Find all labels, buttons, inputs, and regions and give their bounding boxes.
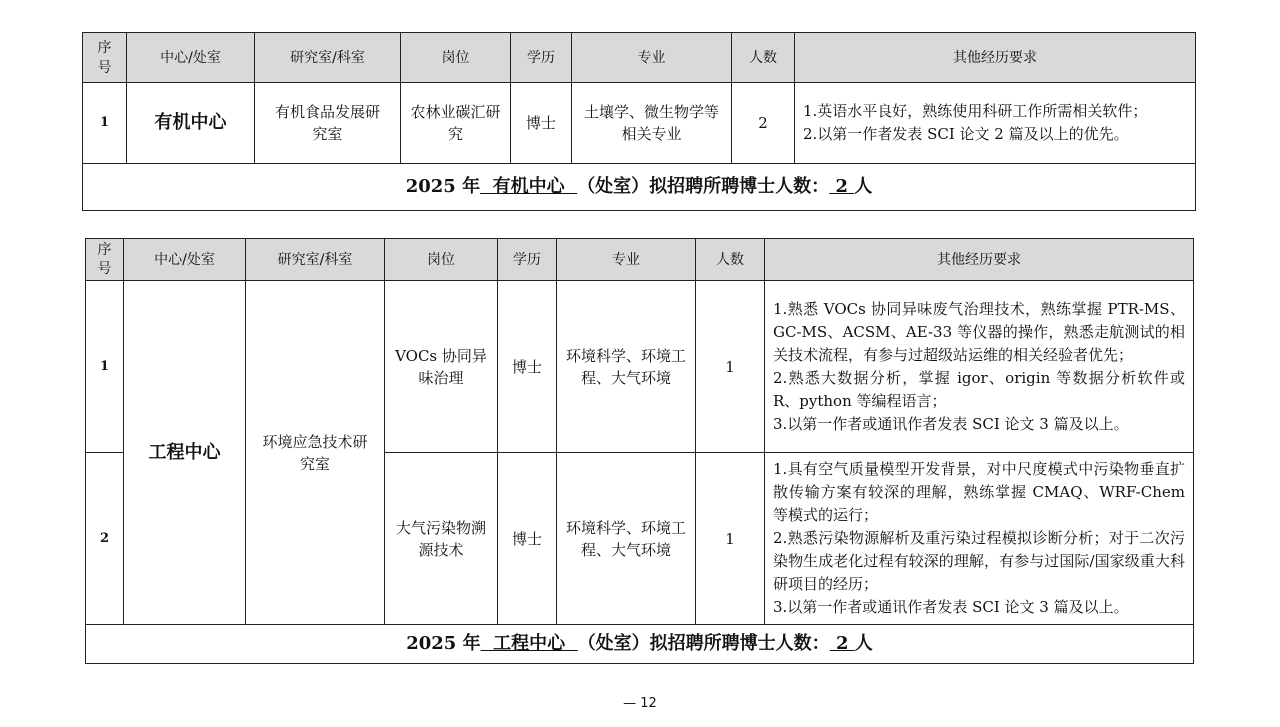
- row-position: 大气污染物溯源技术: [385, 453, 498, 625]
- page-number: — 12: [623, 696, 657, 711]
- table-row: [86, 281, 1194, 453]
- header-center: 中心/处室: [124, 239, 246, 281]
- header-position: 岗位: [401, 33, 511, 83]
- header-seq: 序号: [86, 239, 124, 281]
- recruitment-table-engineering-center: [85, 238, 1194, 664]
- requirement-line: 2.熟悉污染物源解析及重污染过程模拟诊断分析；对于二次污染物生成老化过程有较深的理解，有参与过国际/国家级重大科研项目的经历；: [773, 529, 1185, 593]
- header-row: [86, 239, 1194, 281]
- summary-row: [86, 625, 1194, 664]
- row-major: 环境科学、环境工程、大气环境: [557, 453, 696, 625]
- summary-center: 有机中心: [480, 176, 578, 197]
- requirement-line: 2.熟悉大数据分析，掌握 igor、origin 等数据分析软件或 R、python 等编程语言；: [773, 368, 1185, 410]
- row-center: 有机中心: [127, 83, 255, 164]
- row-position: VOCs 协同异味治理: [385, 281, 498, 453]
- requirement-line: 3.以第一作者或通讯作者发表 SCI 论文 3 篇及以上。: [773, 598, 1129, 616]
- row-position: 农林业碳汇研究: [401, 83, 511, 164]
- header-degree: 学历: [511, 33, 572, 83]
- summary-prefix: 2025 年: [405, 176, 481, 197]
- header-count: 人数: [696, 239, 765, 281]
- header-major: 专业: [572, 33, 732, 83]
- requirement-line: 2.以第一作者发表 SCI 论文 2 篇及以上的优先。: [803, 125, 1129, 143]
- row-count: 2: [732, 83, 795, 164]
- row-degree: 博士: [498, 453, 557, 625]
- header-center: 中心/处室: [127, 33, 255, 83]
- header-row: [83, 33, 1196, 83]
- summary-count: 2: [829, 176, 855, 197]
- row-requirements: [765, 281, 1194, 453]
- row-seq: 1: [83, 83, 127, 164]
- header-major: 专业: [557, 239, 696, 281]
- row-center: 工程中心: [124, 281, 246, 625]
- header-lab: 研究室/科室: [255, 33, 401, 83]
- summary-center: 工程中心: [480, 633, 578, 654]
- summary-prefix: 2025 年: [406, 633, 481, 654]
- requirement-line: 3.以第一作者或通讯作者发表 SCI 论文 3 篇及以上。: [773, 414, 1129, 433]
- header-requirements: 其他经历要求: [765, 239, 1194, 281]
- header-requirements: 其他经历要求: [795, 33, 1196, 83]
- row-major: 环境科学、环境工程、大气环境: [557, 281, 696, 453]
- row-seq: 1: [86, 281, 124, 453]
- row-count: 1: [696, 281, 765, 453]
- row-degree: 博士: [498, 281, 557, 453]
- row-requirements: [795, 83, 1196, 164]
- header-degree: 学历: [498, 239, 557, 281]
- summary-count: 2: [829, 633, 855, 654]
- row-lab: 有机食品发展研究室: [255, 83, 401, 164]
- row-count: 1: [696, 453, 765, 625]
- row-requirements: [765, 453, 1194, 625]
- header-seq: 序号: [83, 33, 127, 83]
- header-lab: 研究室/科室: [246, 239, 385, 281]
- summary-cell: [83, 164, 1196, 211]
- summary-suffix: 人: [854, 176, 873, 197]
- requirement-line: 1.具有空气质量模型开发背景，对中尺度模式中污染物垂直扩散传输方案有较深的理解，熟练掌握 CMAQ、WRF-Chem 等模式的运行；: [773, 460, 1185, 524]
- header-position: 岗位: [385, 239, 498, 281]
- row-lab: 环境应急技术研究室: [246, 281, 385, 625]
- summary-suffix: 人: [854, 633, 873, 654]
- header-count: 人数: [732, 33, 795, 83]
- row-major: 土壤学、微生物学等相关专业: [572, 83, 732, 164]
- row-degree: 博士: [511, 83, 572, 164]
- summary-middle: （处室）拟招聘所聘博士人数：: [577, 633, 830, 654]
- summary-middle: （处室）拟招聘所聘博士人数：: [577, 176, 830, 197]
- summary-cell: [86, 625, 1194, 664]
- recruitment-table-organic-center: [82, 32, 1196, 211]
- requirement-line: 1.英语水平良好，熟练使用科研工作所需相关软件；: [803, 102, 1148, 120]
- requirement-line: 1.熟悉 VOCs 协同异味废气治理技术，熟练掌握 PTR-MS、GC-MS、ACSM、AE-33 等仪器的操作，熟悉走航测试的相关技术流程，有参与过超级站运维的相关经验者优先；: [773, 299, 1185, 364]
- row-seq: 2: [86, 453, 124, 625]
- table-row: [83, 83, 1196, 164]
- summary-row: [83, 164, 1196, 211]
